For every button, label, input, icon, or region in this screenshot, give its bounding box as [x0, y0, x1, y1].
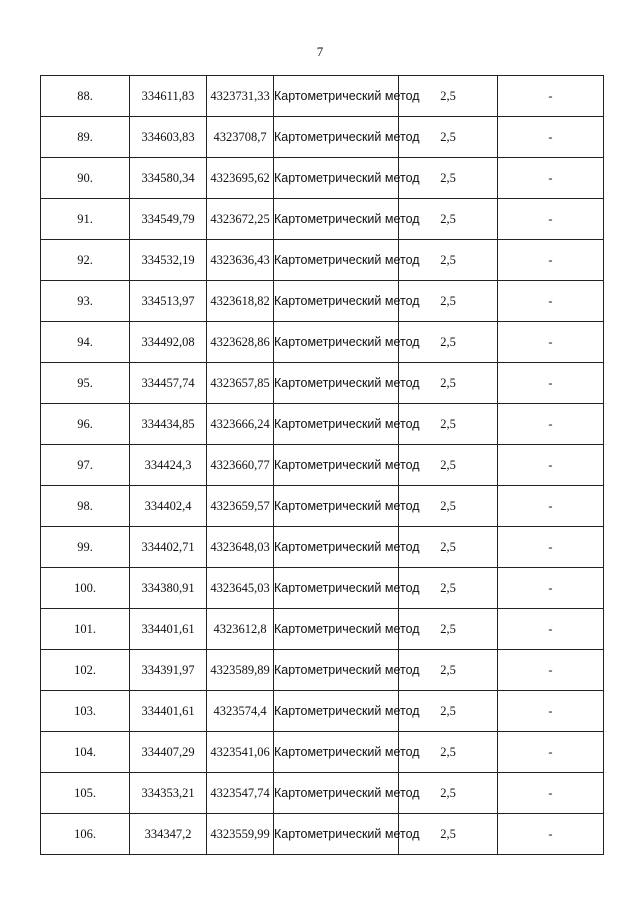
point-number-cell: 102.: [41, 650, 130, 691]
x-coordinate-cell: 334434,85: [130, 404, 207, 445]
y-coordinate-cell: 4323628,86: [207, 322, 274, 363]
accuracy-cell: 2,5: [399, 404, 498, 445]
y-coordinate-cell: 4323541,06: [207, 732, 274, 773]
accuracy-cell: 2,5: [399, 76, 498, 117]
table-row: [41, 158, 604, 199]
note-cell: -: [498, 404, 604, 445]
table-row: [41, 199, 604, 240]
y-coordinate-cell: 4323636,43: [207, 240, 274, 281]
note-cell: -: [498, 76, 604, 117]
coordinates-table: [40, 75, 604, 855]
x-coordinate-cell: 334380,91: [130, 568, 207, 609]
y-coordinate-cell: 4323612,8: [207, 609, 274, 650]
y-coordinate-cell: 4323659,57: [207, 486, 274, 527]
x-coordinate-cell: 334402,71: [130, 527, 207, 568]
note-cell: -: [498, 650, 604, 691]
method-cell: Картометрический метод: [274, 363, 399, 404]
x-coordinate-cell: 334391,97: [130, 650, 207, 691]
y-coordinate-cell: 4323574,4: [207, 691, 274, 732]
accuracy-cell: 2,5: [399, 445, 498, 486]
table-row: [41, 445, 604, 486]
note-cell: -: [498, 199, 604, 240]
x-coordinate-cell: 334407,29: [130, 732, 207, 773]
x-coordinate-cell: 334424,3: [130, 445, 207, 486]
x-coordinate-cell: 334549,79: [130, 199, 207, 240]
table-row: [41, 486, 604, 527]
method-cell: Картометрический метод: [274, 691, 399, 732]
x-coordinate-cell: 334353,21: [130, 773, 207, 814]
table-row: [41, 691, 604, 732]
point-number-cell: 103.: [41, 691, 130, 732]
x-coordinate-cell: 334492,08: [130, 322, 207, 363]
x-coordinate-cell: 334402,4: [130, 486, 207, 527]
point-number-cell: 92.: [41, 240, 130, 281]
x-coordinate-cell: 334611,83: [130, 76, 207, 117]
method-cell: Картометрический метод: [274, 117, 399, 158]
note-cell: -: [498, 363, 604, 404]
method-cell: Картометрический метод: [274, 732, 399, 773]
point-number-cell: 88.: [41, 76, 130, 117]
accuracy-cell: 2,5: [399, 117, 498, 158]
method-cell: Картометрический метод: [274, 814, 399, 855]
note-cell: -: [498, 732, 604, 773]
accuracy-cell: 2,5: [399, 527, 498, 568]
note-cell: -: [498, 609, 604, 650]
note-cell: -: [498, 322, 604, 363]
point-number-cell: 98.: [41, 486, 130, 527]
x-coordinate-cell: 334580,34: [130, 158, 207, 199]
point-number-cell: 90.: [41, 158, 130, 199]
table-row: [41, 814, 604, 855]
table-row: [41, 404, 604, 445]
x-coordinate-cell: 334457,74: [130, 363, 207, 404]
method-cell: Картометрический метод: [274, 199, 399, 240]
y-coordinate-cell: 4323645,03: [207, 568, 274, 609]
y-coordinate-cell: 4323618,82: [207, 281, 274, 322]
point-number-cell: 99.: [41, 527, 130, 568]
point-number-cell: 106.: [41, 814, 130, 855]
method-cell: Картометрический метод: [274, 568, 399, 609]
accuracy-cell: 2,5: [399, 650, 498, 691]
point-number-cell: 93.: [41, 281, 130, 322]
table-row: [41, 281, 604, 322]
page-number: 7: [316, 44, 324, 59]
accuracy-cell: 2,5: [399, 691, 498, 732]
method-cell: Картометрический метод: [274, 486, 399, 527]
y-coordinate-cell: 4323731,33: [207, 76, 274, 117]
x-coordinate-cell: 334401,61: [130, 609, 207, 650]
y-coordinate-cell: 4323672,25: [207, 199, 274, 240]
table-row: [41, 363, 604, 404]
y-coordinate-cell: 4323648,03: [207, 527, 274, 568]
point-number-cell: 91.: [41, 199, 130, 240]
accuracy-cell: 2,5: [399, 240, 498, 281]
y-coordinate-cell: 4323589,89: [207, 650, 274, 691]
accuracy-cell: 2,5: [399, 199, 498, 240]
y-coordinate-cell: 4323708,7: [207, 117, 274, 158]
method-cell: Картометрический метод: [274, 281, 399, 322]
y-coordinate-cell: 4323695,62: [207, 158, 274, 199]
y-coordinate-cell: 4323559,99: [207, 814, 274, 855]
x-coordinate-cell: 334347,2: [130, 814, 207, 855]
point-number-cell: 101.: [41, 609, 130, 650]
note-cell: -: [498, 281, 604, 322]
note-cell: -: [498, 568, 604, 609]
table-row: [41, 527, 604, 568]
method-cell: Картометрический метод: [274, 76, 399, 117]
method-cell: Картометрический метод: [274, 609, 399, 650]
note-cell: -: [498, 117, 604, 158]
accuracy-cell: 2,5: [399, 281, 498, 322]
accuracy-cell: 2,5: [399, 363, 498, 404]
accuracy-cell: 2,5: [399, 486, 498, 527]
note-cell: -: [498, 814, 604, 855]
point-number-cell: 100.: [41, 568, 130, 609]
x-coordinate-cell: 334532,19: [130, 240, 207, 281]
method-cell: Картометрический метод: [274, 240, 399, 281]
table-row: [41, 322, 604, 363]
table-row: [41, 609, 604, 650]
y-coordinate-cell: 4323666,24: [207, 404, 274, 445]
method-cell: Картометрический метод: [274, 158, 399, 199]
table-row: [41, 773, 604, 814]
point-number-cell: 97.: [41, 445, 130, 486]
accuracy-cell: 2,5: [399, 773, 498, 814]
method-cell: Картометрический метод: [274, 527, 399, 568]
y-coordinate-cell: 4323657,85: [207, 363, 274, 404]
table-row: [41, 76, 604, 117]
accuracy-cell: 2,5: [399, 814, 498, 855]
accuracy-cell: 2,5: [399, 609, 498, 650]
note-cell: -: [498, 691, 604, 732]
note-cell: -: [498, 486, 604, 527]
table-row: [41, 117, 604, 158]
note-cell: -: [498, 445, 604, 486]
accuracy-cell: 2,5: [399, 568, 498, 609]
method-cell: Картометрический метод: [274, 773, 399, 814]
point-number-cell: 105.: [41, 773, 130, 814]
x-coordinate-cell: 334401,61: [130, 691, 207, 732]
x-coordinate-cell: 334513,97: [130, 281, 207, 322]
method-cell: Картометрический метод: [274, 322, 399, 363]
accuracy-cell: 2,5: [399, 322, 498, 363]
table-row: [41, 650, 604, 691]
y-coordinate-cell: 4323660,77: [207, 445, 274, 486]
table-row: [41, 568, 604, 609]
point-number-cell: 104.: [41, 732, 130, 773]
note-cell: -: [498, 773, 604, 814]
point-number-cell: 95.: [41, 363, 130, 404]
method-cell: Картометрический метод: [274, 650, 399, 691]
table-row: [41, 240, 604, 281]
note-cell: -: [498, 240, 604, 281]
point-number-cell: 96.: [41, 404, 130, 445]
y-coordinate-cell: 4323547,74: [207, 773, 274, 814]
accuracy-cell: 2,5: [399, 732, 498, 773]
coordinates-table-body: [41, 76, 604, 855]
point-number-cell: 89.: [41, 117, 130, 158]
table-row: [41, 732, 604, 773]
x-coordinate-cell: 334603,83: [130, 117, 207, 158]
method-cell: Картометрический метод: [274, 404, 399, 445]
note-cell: -: [498, 527, 604, 568]
method-cell: Картометрический метод: [274, 445, 399, 486]
note-cell: -: [498, 158, 604, 199]
accuracy-cell: 2,5: [399, 158, 498, 199]
point-number-cell: 94.: [41, 322, 130, 363]
